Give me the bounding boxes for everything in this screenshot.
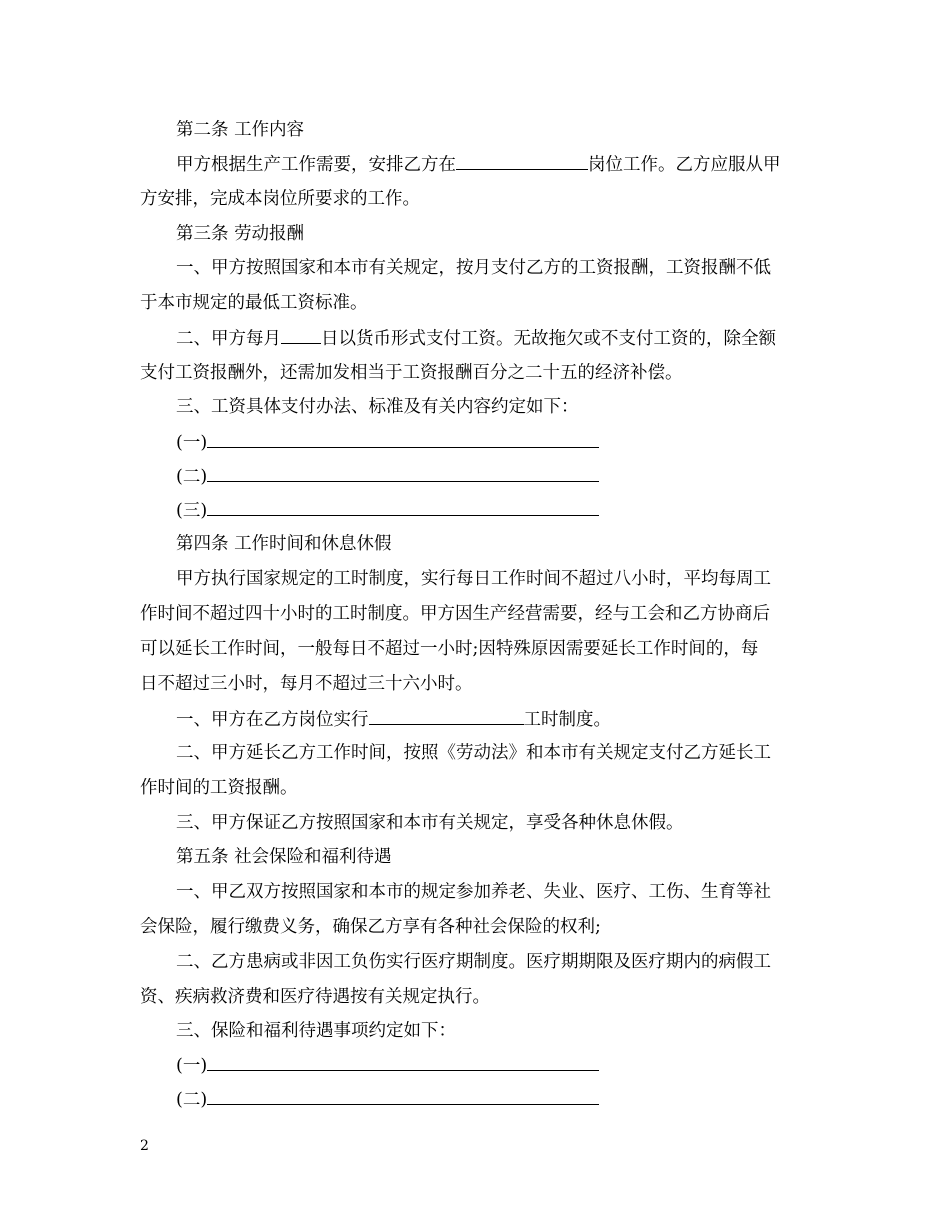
list-item: [140, 1053, 848, 1078]
fill-in-blank[interactable]: [369, 707, 524, 725]
paragraph-line: [140, 776, 812, 800]
fill-in-blank[interactable]: [207, 498, 599, 516]
paragraph-line: [140, 672, 812, 696]
line-text: 日以货币形式支付工资。无故拖欠或不支付工资的，除全额: [321, 329, 776, 349]
fill-in-blank[interactable]: [207, 1087, 599, 1105]
line-text: 二、甲方延长乙方工作时间，按照《劳动法》和本市有关规定支付乙方延长工: [176, 743, 771, 763]
section-heading-5: [140, 845, 848, 869]
page-number: 2: [140, 1138, 149, 1154]
fill-in-blank[interactable]: [207, 430, 599, 448]
line-text: 一、甲方在乙方岗位实行: [176, 710, 369, 730]
paragraph-line: [140, 741, 848, 765]
item-label: (一): [176, 1056, 208, 1076]
fill-in-blank[interactable]: [281, 326, 321, 344]
line-text: 于本市规定的最低工资标准。: [140, 293, 368, 313]
paragraph-line: [140, 152, 848, 177]
line-text: 甲方根据生产工作需要，安排乙方在: [176, 155, 456, 175]
item-label: (一): [176, 433, 208, 453]
section-heading-4: [140, 532, 848, 556]
paragraph-line: [140, 291, 812, 315]
paragraph-line: [140, 880, 848, 904]
paragraph-line: [140, 637, 812, 661]
line-text: 资、疾病救济费和医疗待遇按有关规定执行。: [140, 987, 490, 1007]
paragraph-line: [140, 567, 848, 591]
line-text: 方安排，完成本岗位所要求的工作。: [140, 189, 420, 209]
line-text: 日不超过三小时，每月不超过三十六小时。: [140, 674, 473, 694]
line-text: 三、工资具体支付办法、标准及有关内容约定如下：: [176, 397, 579, 417]
line-text: 三、保险和福利待遇事项约定如下：: [176, 1021, 456, 1041]
line-text: 会保险，履行缴费义务，确保乙方享有各种社会保险的权利;: [140, 917, 601, 937]
fill-in-blank[interactable]: [207, 1053, 599, 1071]
list-item: [140, 498, 848, 523]
heading-text: 第五条 社会保险和福利待遇: [176, 847, 392, 867]
line-text: 一、甲方按照国家和本市有关规定，按月支付乙方的工资报酬，工资报酬不低: [176, 258, 771, 278]
line-text: 作时间的工资报酬。: [140, 778, 298, 798]
heading-text: 第四条 工作时间和休息休假: [176, 534, 392, 554]
paragraph-line: [140, 1019, 848, 1043]
heading-text: 第三条 劳动报酬: [176, 224, 305, 244]
paragraph-line: [140, 395, 848, 419]
item-label: (二): [176, 467, 208, 487]
paragraph-line: [140, 811, 848, 835]
item-label: (二): [176, 1090, 208, 1110]
heading-text: 第二条 工作内容: [176, 120, 305, 140]
paragraph-line: [140, 707, 848, 732]
line-text: 岗位工作。乙方应服从甲: [588, 155, 781, 175]
fill-in-blank[interactable]: [456, 152, 588, 170]
paragraph-line: [140, 361, 812, 385]
paragraph-line: [140, 950, 848, 974]
paragraph-line: [140, 915, 812, 939]
line-text: 三、甲方保证乙方按照国家和本市有关规定，享受各种休息休假。: [176, 813, 684, 833]
fill-in-blank[interactable]: [207, 464, 599, 482]
paragraph-line: [140, 187, 812, 211]
line-text: 二、甲方每月: [176, 329, 281, 349]
paragraph-line: [140, 985, 812, 1009]
line-text: 二、乙方患病或非因工负伤实行医疗期制度。医疗期期限及医疗期内的病假工: [176, 952, 771, 972]
list-item: [140, 430, 848, 455]
paragraph-line: [140, 256, 848, 280]
line-text: 支付工资报酬外，还需加发相当于工资报酬百分之二十五的经济补偿。: [140, 363, 683, 383]
line-text: 工时制度。: [523, 710, 611, 730]
paragraph-line: [140, 602, 812, 626]
line-text: 甲方执行国家规定的工时制度，实行每日工作时间不超过八小时，平均每周工: [176, 569, 771, 589]
list-item: [140, 464, 848, 489]
line-text: 一、甲乙双方按照国家和本市的规定参加养老、失业、医疗、工伤、生育等社: [176, 882, 771, 902]
item-label: (三): [176, 501, 208, 521]
paragraph-line: [140, 326, 848, 351]
line-text: 作时间不超过四十小时的工时制度。甲方因生产经营需要，经与工会和乙方协商后: [140, 604, 770, 624]
line-text: 可以延长工作时间，一般每日不超过一小时;因特殊原因需要延长工作时间的，每: [140, 639, 759, 659]
list-item: [140, 1087, 848, 1112]
section-heading-3: [140, 222, 848, 246]
section-heading-2: [140, 118, 848, 142]
